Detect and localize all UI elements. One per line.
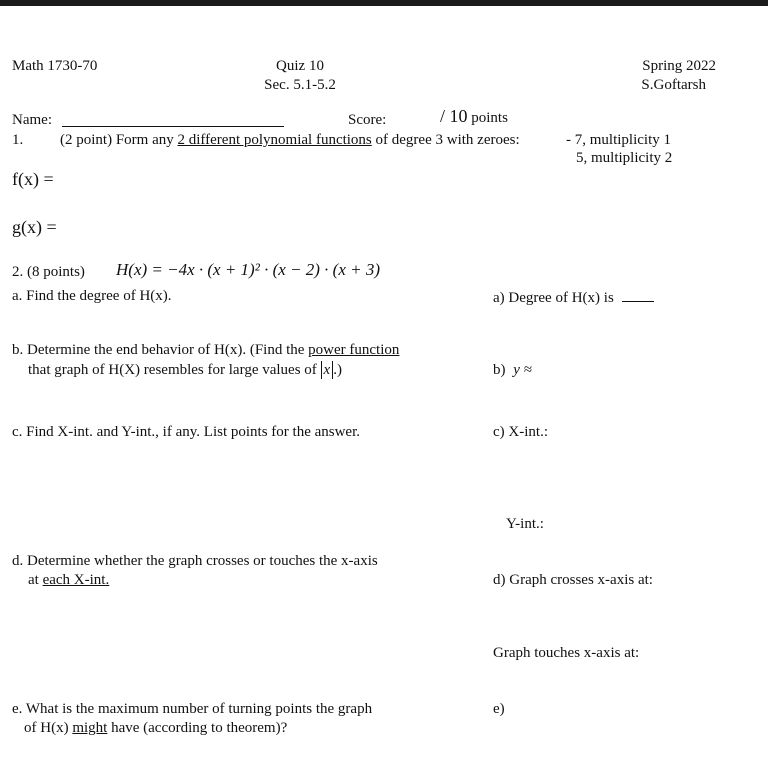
q2a-answer [493,287,654,307]
q2d-question-line1: d. Determine whether the graph crosses or touches the x-axis [12,553,378,569]
q1-zero1: - 7, multiplicity 1 [566,132,671,148]
q2d-question-line2-pre: at [28,572,39,588]
q2-function: H(x) = −4x · (x + 1)² · (x − 2) · (x + 3) [116,260,380,279]
points-word: points [471,110,508,126]
q1-suffix: of degree 3 with zeroes: [375,132,520,148]
q2-intro: 2. (8 points) [12,264,85,280]
q2c-answer-y: Y-int.: [506,516,544,532]
q2d-answer-touch: Graph touches x-axis at: [493,645,640,661]
instructor: S.Goftarsh [641,77,706,93]
q2c-answer-x: c) X-int.: [493,424,548,440]
q2b-answer-label: b) [493,362,506,378]
q2e-question-line2-post: have (according to theorem)? [111,720,288,736]
q2b-question-line2-post: .) [333,362,342,378]
name-blank[interactable] [62,112,284,127]
f-of-x-label: f(x) = [12,169,54,189]
quiz-sections: Sec. 5.1-5.2 [264,77,336,93]
q2e-question-line2-pre: of H(x) [24,720,69,736]
score-out-of: / 10 [440,106,468,126]
q2b-abs-x: x [321,361,334,379]
q2b-question-line2-pre: that graph of H(X) resembles for large values of [28,362,317,378]
q1-zero2: 5, multiplicity 2 [576,150,673,166]
q1-number: 1. [12,132,24,148]
q2b-answer [493,361,532,379]
q2e-question-line2 [24,719,287,737]
quiz-title: Quiz 10 [276,58,324,74]
q1-underlined: 2 different polynomial functions [177,132,372,148]
q2c-question: c. Find X-int. and Y-int., if any. List points for the answer. [12,424,361,440]
q2b-question-pre: b. Determine the end behavior of H(x). (Find the [12,342,305,358]
q2a-answer-blank[interactable] [622,287,654,302]
q2b-power-function: power function [308,342,400,358]
q2a-answer-label: a) Degree of H(x) is [493,290,614,306]
q2e-answer: e) [493,701,505,717]
term: Spring 2022 [642,58,716,74]
name-label: Name: [12,112,52,128]
q2a-question: a. Find the degree of H(x). [12,288,172,304]
q1-prompt [60,131,520,149]
g-of-x-label: g(x) = [12,217,57,237]
q1-prefix: (2 point) Form any [60,132,174,148]
q2e-question-line1: e. What is the maximum number of turning points the graph [12,701,373,717]
q2b-answer-expr: y ≈ [513,362,532,378]
q2d-each-xint: each X-int. [42,572,110,588]
q2d-question-line2 [28,571,109,589]
top-border [0,0,768,6]
q2b-question-line2 [28,361,342,379]
score-label: Score: [348,112,387,128]
q2d-answer-cross: d) Graph crosses x-axis at: [493,572,653,588]
course-code: Math 1730-70 [12,58,98,74]
score-total [440,107,508,127]
q2b-question-line1 [12,341,399,359]
q2e-might: might [72,720,108,736]
